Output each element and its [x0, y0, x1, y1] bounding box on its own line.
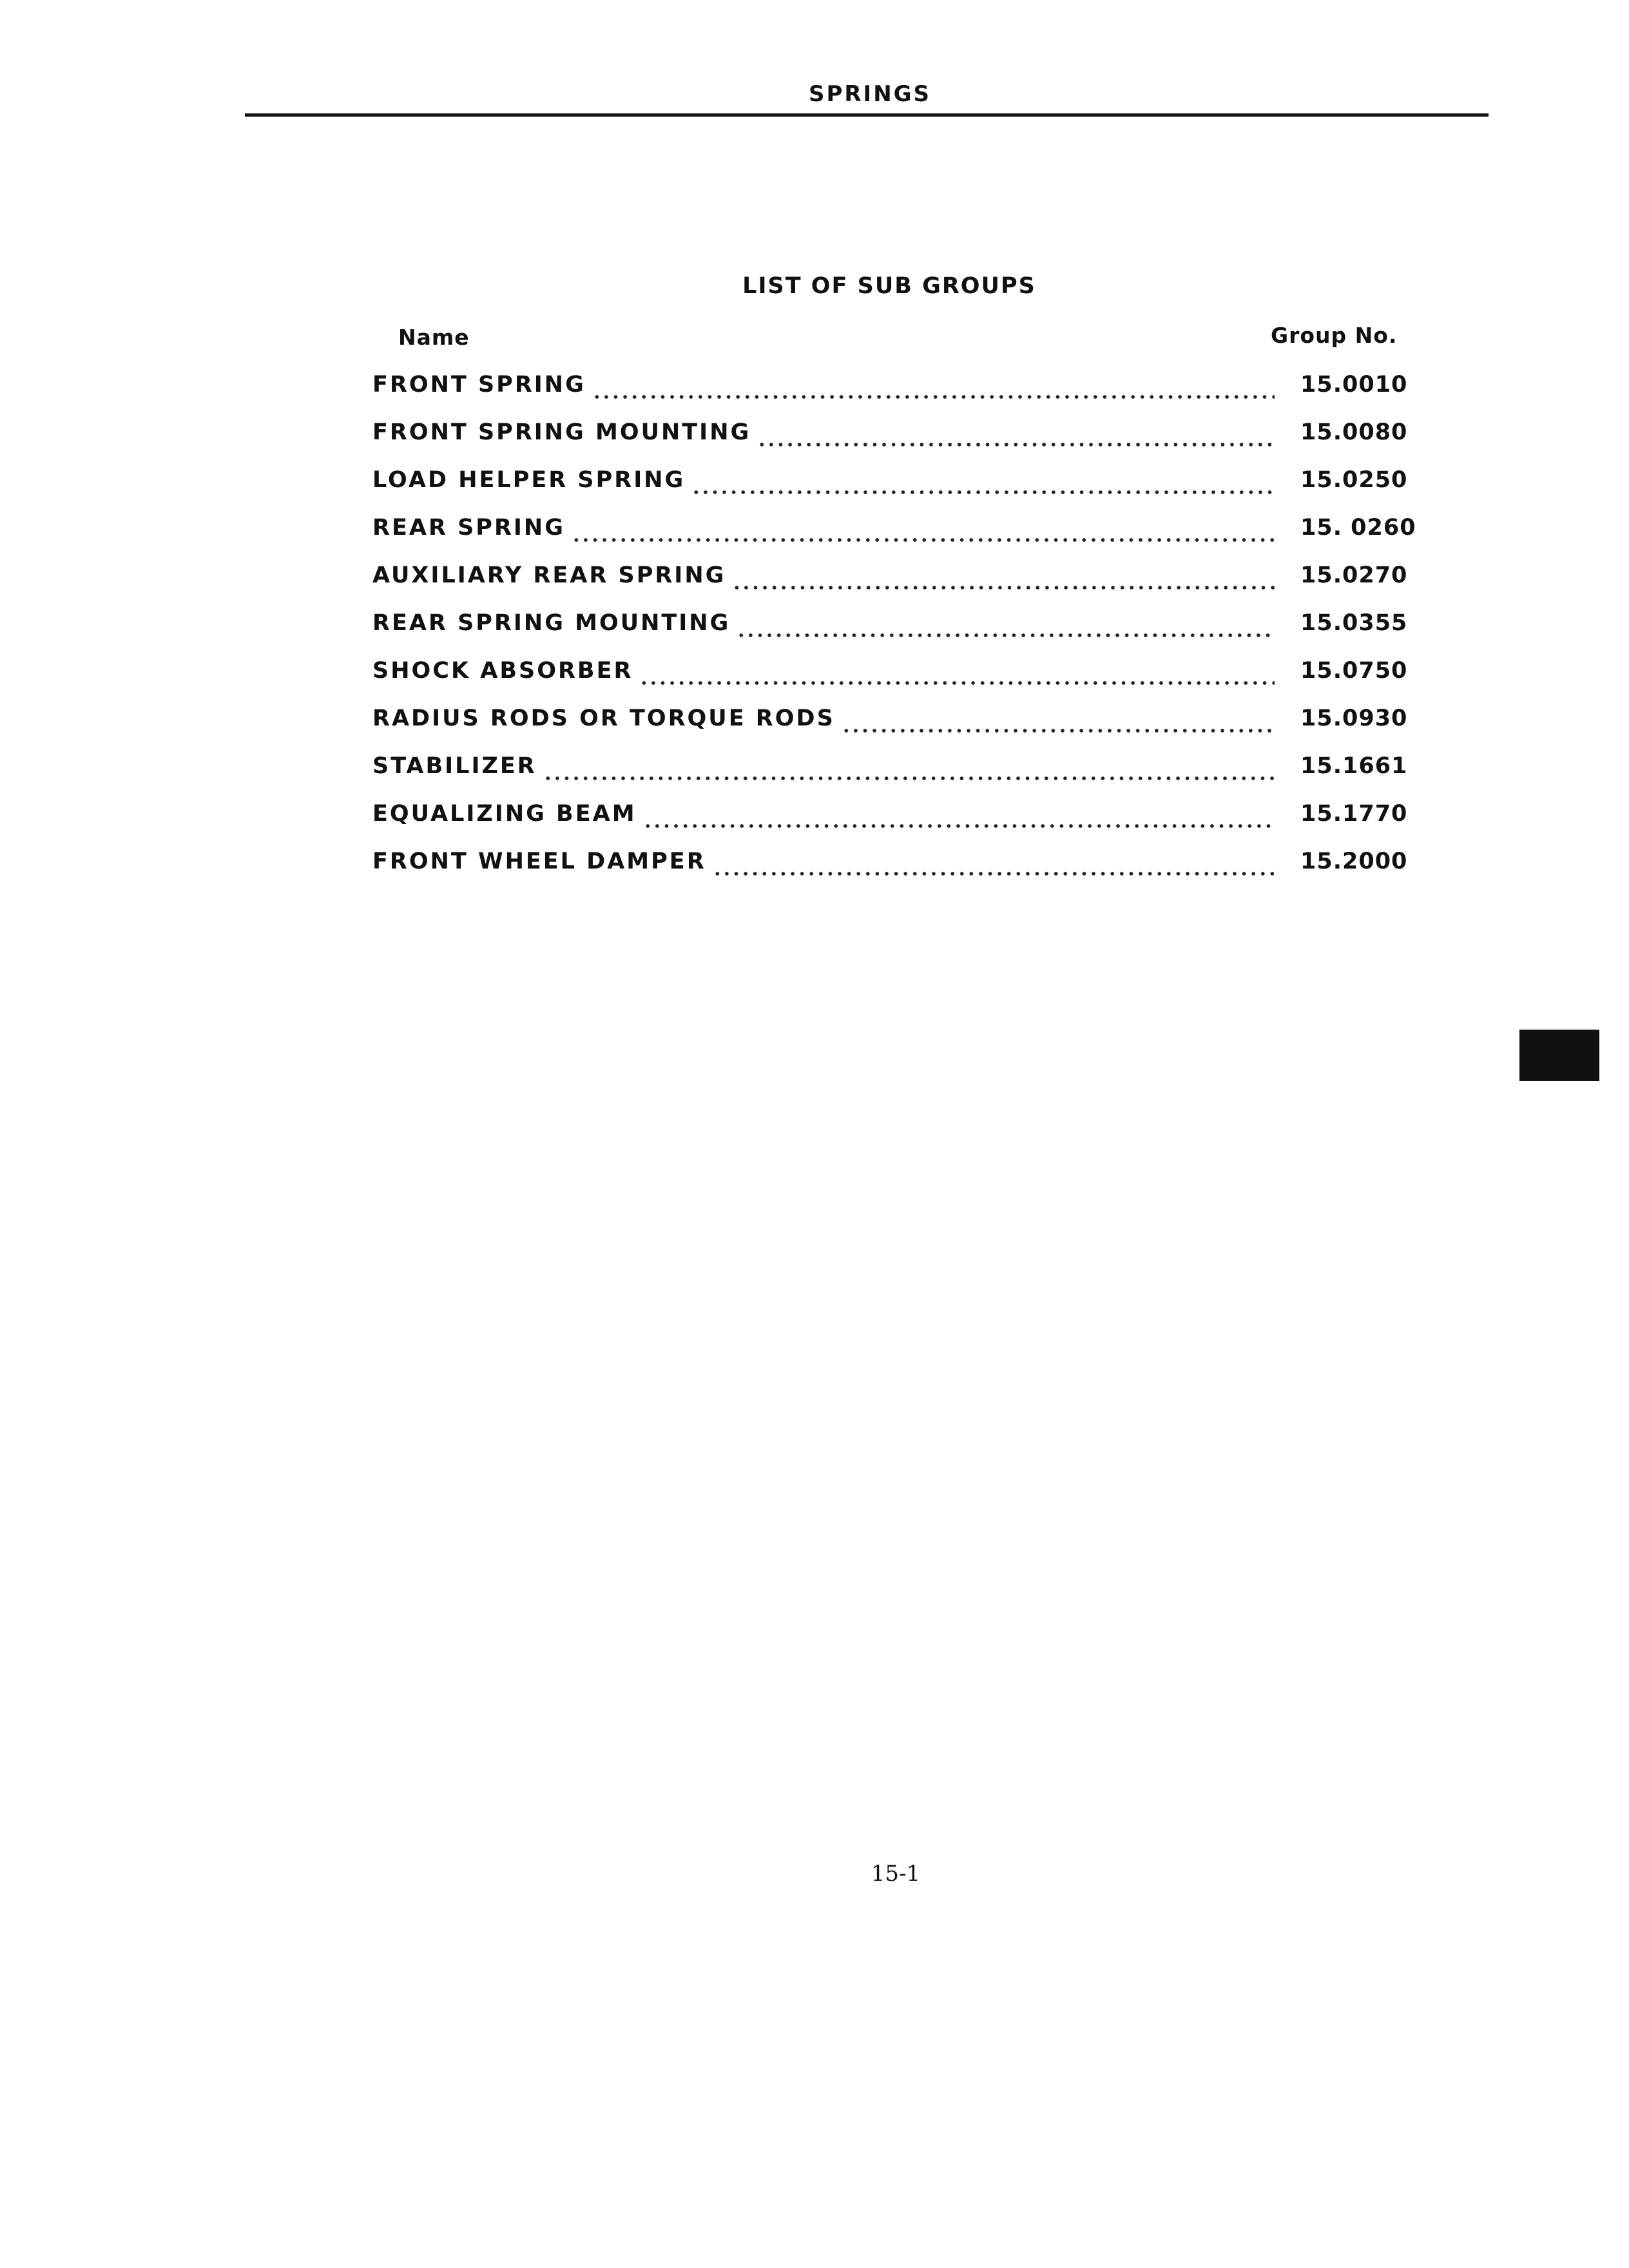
list-item-name: LOAD HELPER SPRING: [372, 467, 686, 493]
dot-leader: [732, 565, 1275, 591]
list-item: [372, 790, 1408, 838]
list-item-name: FRONT WHEEL DAMPER: [372, 849, 706, 874]
dot-leader: [572, 517, 1275, 543]
list-item-name: RADIUS RODS OR TORQUE RODS: [372, 706, 835, 731]
list-item-group-no: 15.0750: [1300, 658, 1408, 684]
list-item: [372, 504, 1416, 552]
list-item-group-no: 15.0270: [1300, 562, 1408, 588]
list-item-name: EQUALIZING BEAM: [372, 801, 637, 827]
list-item-group-no: 15.1770: [1300, 801, 1408, 827]
list-item-name: FRONT SPRING MOUNTING: [372, 419, 751, 445]
list-item-group-no: 15.0250: [1300, 467, 1408, 493]
list-item-group-no: 15.1661: [1300, 753, 1408, 779]
dot-leader: [691, 470, 1275, 495]
list-item-group-no: 15.0355: [1300, 610, 1408, 636]
list-item-group-no: 15.0930: [1300, 706, 1408, 731]
section-index-tab: [1519, 1030, 1599, 1081]
column-header-name: Name: [398, 325, 470, 350]
list-item-name: FRONT SPRING: [372, 372, 586, 398]
list-title: LIST OF SUB GROUPS: [742, 273, 1036, 299]
dot-leader: [842, 708, 1275, 734]
list-item-name: SHOCK ABSORBER: [372, 658, 633, 684]
page-number: 15-1: [871, 1861, 921, 1887]
sub-group-list: [372, 361, 1416, 885]
dot-leader: [543, 756, 1275, 782]
list-item-name: REAR SPRING MOUNTING: [372, 610, 731, 636]
list-item-name: STABILIZER: [372, 753, 537, 779]
list-item: [372, 408, 1408, 456]
list-item: [372, 742, 1408, 790]
list-item: [372, 599, 1408, 647]
list-item: [372, 695, 1408, 742]
header-rule-divider: [245, 113, 1489, 117]
list-item-name: AUXILIARY REAR SPRING: [372, 562, 726, 588]
list-item: [372, 647, 1408, 695]
column-header-group-no: Group No.: [1271, 323, 1398, 348]
dot-leader: [643, 803, 1275, 829]
list-item-group-no: 15.0010: [1300, 372, 1408, 398]
list-item-group-no: 15.2000: [1300, 849, 1408, 874]
list-item-group-no: 15. 0260: [1300, 515, 1416, 541]
list-item-group-no: 15.0080: [1300, 419, 1408, 445]
list-item: [372, 838, 1408, 885]
list-item-name: REAR SPRING: [372, 515, 565, 541]
list-item: [372, 552, 1408, 599]
list-item: [372, 361, 1408, 408]
dot-leader: [737, 613, 1275, 639]
dot-leader: [639, 660, 1275, 686]
list-item: [372, 456, 1408, 504]
dot-leader: [713, 851, 1275, 877]
section-title: SPRINGS: [808, 81, 932, 107]
dot-leader: [757, 422, 1275, 448]
dot-leader: [592, 374, 1275, 400]
